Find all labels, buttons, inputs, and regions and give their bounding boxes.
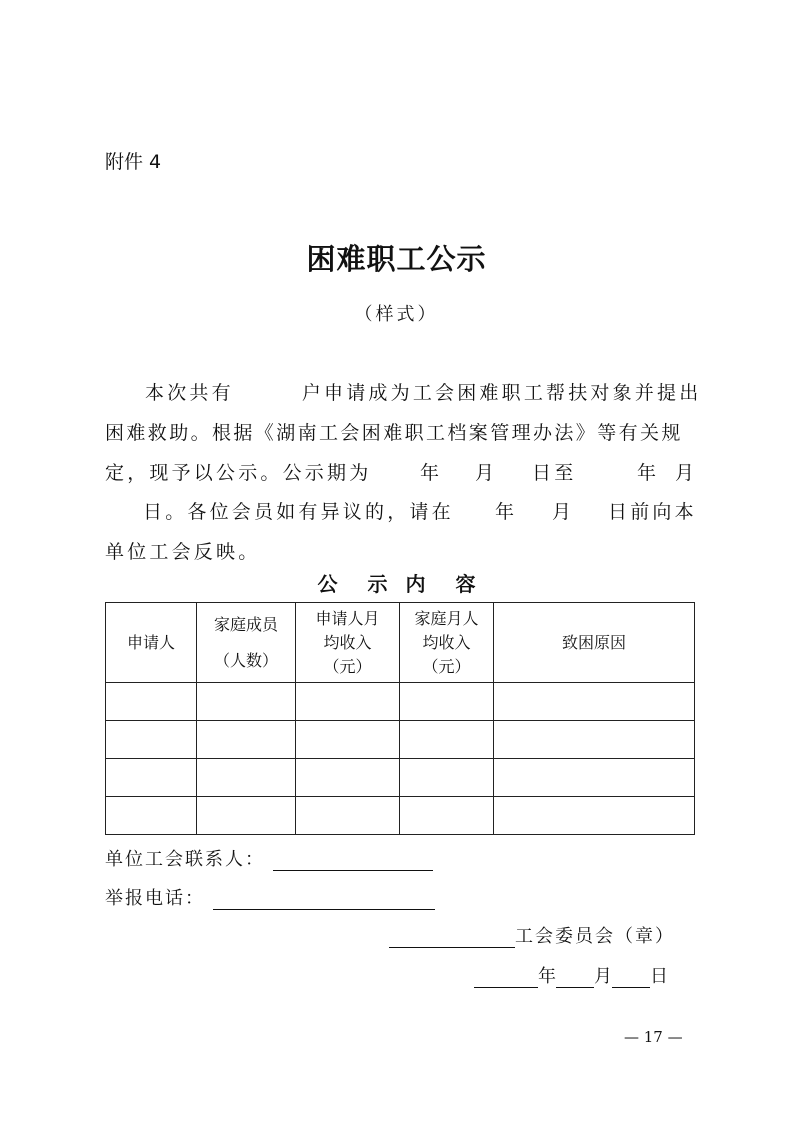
table-cell[interactable] xyxy=(400,759,494,797)
text: 申请人月 xyxy=(315,608,380,628)
text: （元） xyxy=(323,656,372,676)
text: 致困原因 xyxy=(561,632,626,652)
table-cell[interactable] xyxy=(197,759,296,797)
committee-label: 工会委员会（章） xyxy=(515,926,675,947)
table-cell[interactable] xyxy=(296,683,400,721)
table-row xyxy=(106,683,695,721)
table-cell[interactable] xyxy=(400,683,494,721)
paragraph-line-1 xyxy=(145,378,701,405)
header-hardship-reason xyxy=(494,603,695,683)
table-cell[interactable] xyxy=(494,721,695,759)
text: 年 xyxy=(495,501,518,523)
text: 日。各位会员如有异议的，请在 xyxy=(143,501,454,523)
header-family-income xyxy=(400,603,494,683)
paragraph-line-5: 单位工会反映。 xyxy=(105,541,261,563)
month-label: 月 xyxy=(594,966,612,987)
header-applicant-income xyxy=(296,603,400,683)
table-cell[interactable] xyxy=(494,683,695,721)
table-cell[interactable] xyxy=(106,759,197,797)
month-blank[interactable] xyxy=(556,967,594,988)
text: 容 xyxy=(455,572,476,596)
contact-blank[interactable] xyxy=(273,850,433,871)
text: 日前向本 xyxy=(608,501,697,523)
text: （人数） xyxy=(213,650,278,670)
table-cell[interactable] xyxy=(197,683,296,721)
table-cell[interactable] xyxy=(400,797,494,835)
document-subtitle: （样式） xyxy=(354,304,439,325)
header-applicant xyxy=(106,603,197,683)
table-row xyxy=(106,721,695,759)
day-blank[interactable] xyxy=(612,967,650,988)
table-row xyxy=(106,797,695,835)
year-blank[interactable] xyxy=(474,967,538,988)
phone-blank[interactable] xyxy=(213,889,435,910)
paragraph-line-2: 困难救助。根据《湖南工会困难职工档案管理办法》等有关规 xyxy=(105,422,683,444)
table-cell[interactable] xyxy=(494,797,695,835)
text: 月 xyxy=(675,462,698,484)
table-cell[interactable] xyxy=(106,797,197,835)
text: 本次共有 xyxy=(145,382,234,404)
text: 示 xyxy=(367,572,388,596)
text: 公 xyxy=(317,572,338,596)
table-cell[interactable] xyxy=(296,797,400,835)
phone-label: 举报电话： xyxy=(105,888,205,909)
attachment-label: 附件 4 xyxy=(105,151,162,173)
page-number: — 17 — xyxy=(624,1028,683,1046)
table-cell[interactable] xyxy=(400,721,494,759)
phone-row xyxy=(105,884,435,910)
paragraph-line-3 xyxy=(105,458,698,485)
contact-row xyxy=(105,845,433,871)
text: 均收入 xyxy=(323,632,372,652)
table-cell[interactable] xyxy=(197,721,296,759)
day-label: 日 xyxy=(650,966,668,987)
text: 家庭成员 xyxy=(213,614,278,634)
text: 家庭月人 xyxy=(414,608,479,628)
header-family-members xyxy=(197,603,296,683)
committee-blank[interactable] xyxy=(389,927,515,948)
table-row xyxy=(106,759,695,797)
text: 年 xyxy=(420,462,443,484)
contact-label: 单位工会联系人： xyxy=(105,849,265,870)
committee-row xyxy=(389,922,675,948)
text: 户申请成为工会困难职工帮扶对象并提出 xyxy=(301,382,702,404)
text: 内 xyxy=(405,572,426,596)
table-header-row xyxy=(106,603,695,683)
table-cell[interactable] xyxy=(197,797,296,835)
table-cell[interactable] xyxy=(106,721,197,759)
text: 申请人 xyxy=(126,632,175,652)
notice-table xyxy=(105,602,695,835)
table-cell[interactable] xyxy=(494,759,695,797)
table-cell[interactable] xyxy=(296,759,400,797)
document-title: 困难职工公示 xyxy=(306,242,487,276)
table-cell[interactable] xyxy=(296,721,400,759)
date-row xyxy=(474,962,668,988)
table-cell[interactable] xyxy=(106,683,197,721)
text: 均收入 xyxy=(422,632,471,652)
text: 定，现予以公示。公示期为 xyxy=(105,462,372,484)
text: 月 xyxy=(475,462,498,484)
text: 日至 xyxy=(532,462,577,484)
text: （元） xyxy=(422,656,471,676)
year-label: 年 xyxy=(538,966,556,987)
section-title xyxy=(0,568,793,597)
text: 月 xyxy=(552,501,575,523)
text: 年 xyxy=(637,462,660,484)
